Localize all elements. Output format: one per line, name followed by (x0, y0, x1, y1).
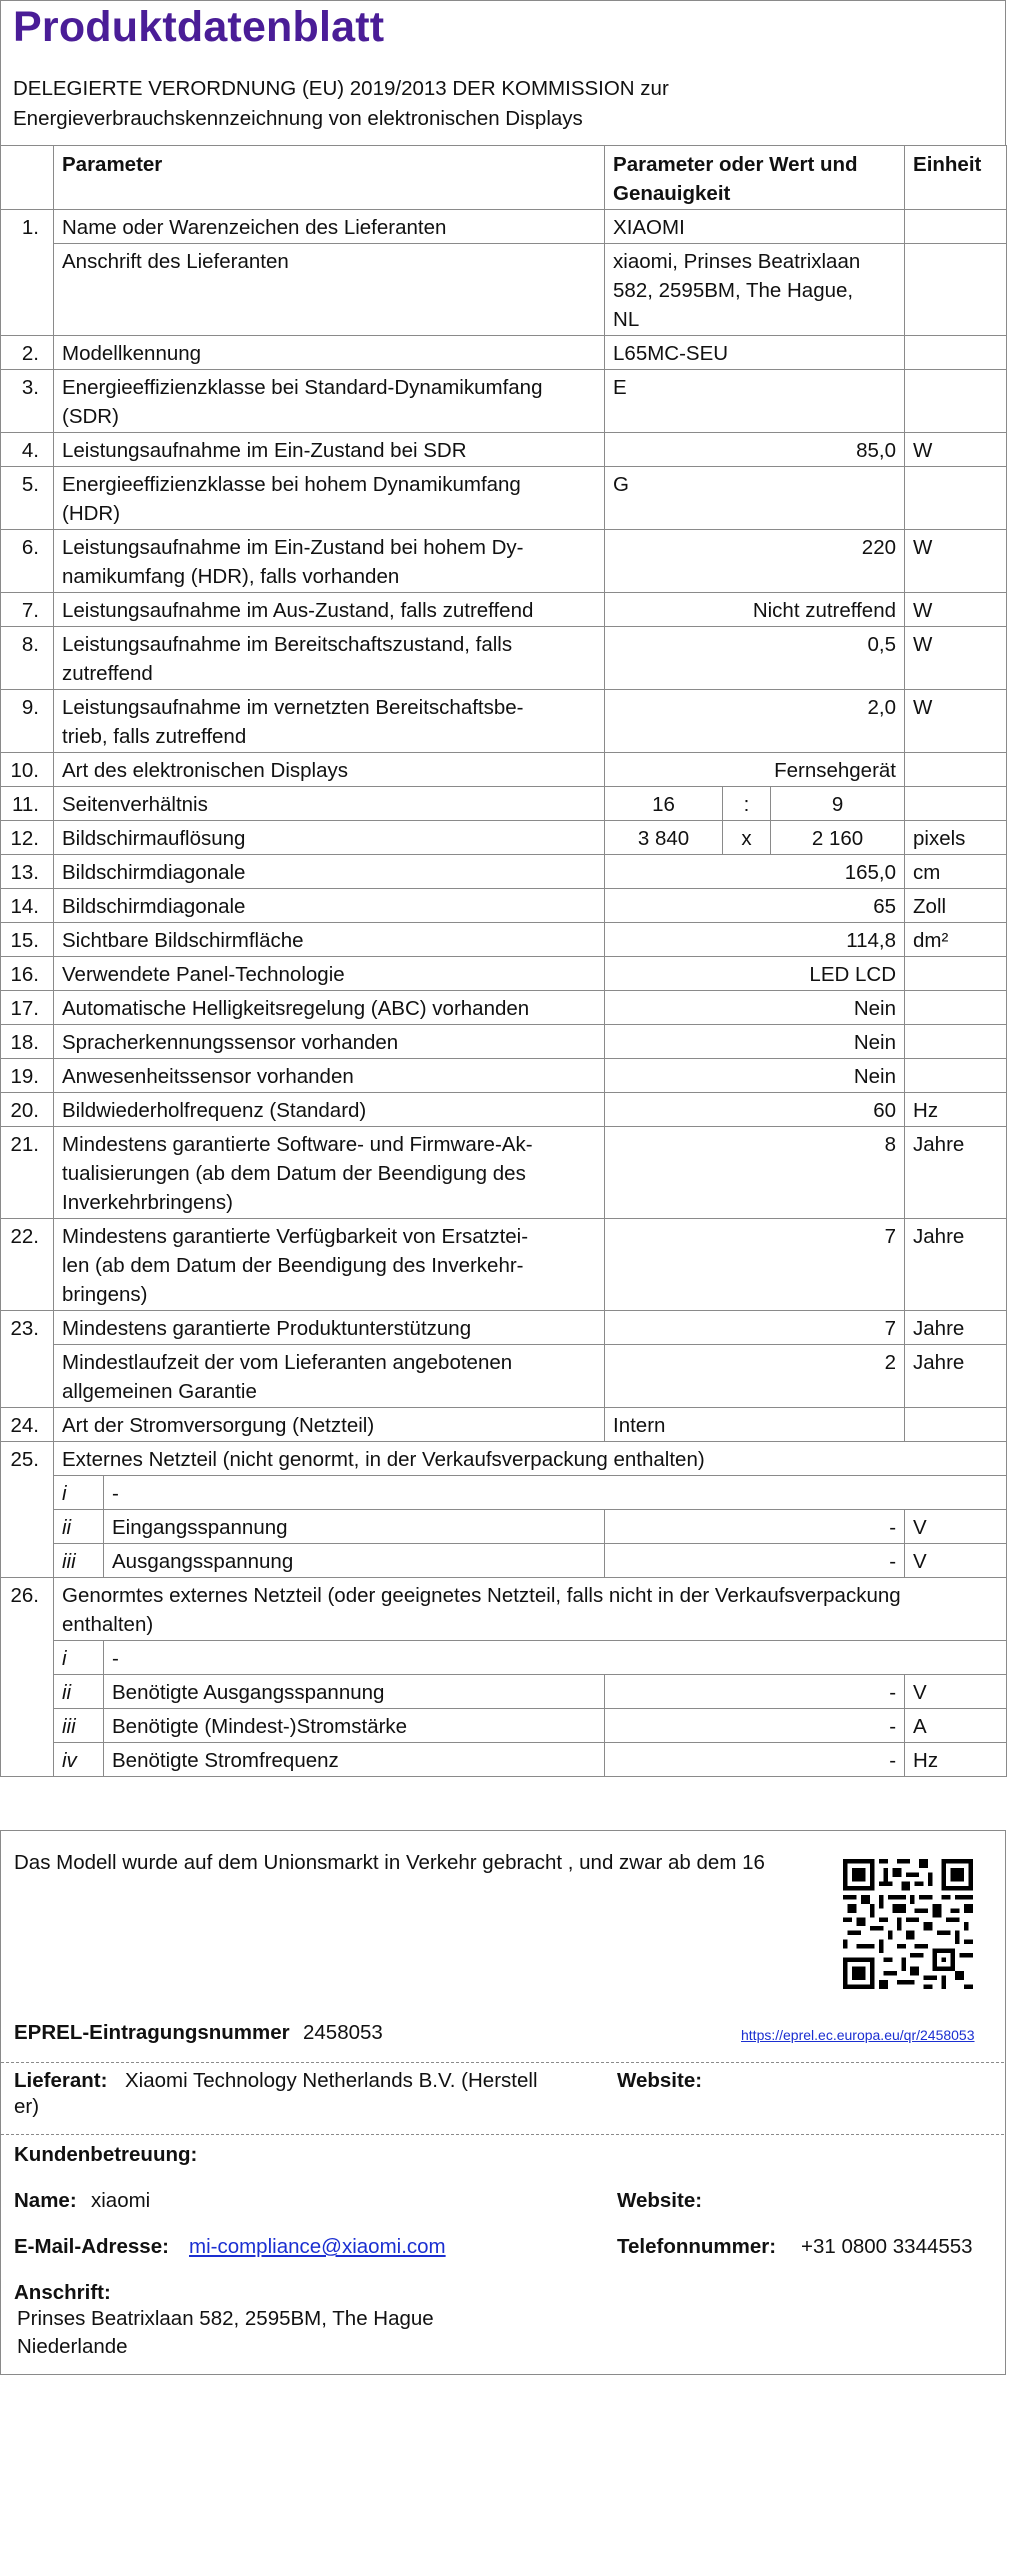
website-label: Website: (617, 2069, 703, 2092)
header-box (0, 0, 1006, 146)
table-header-row (1, 146, 1007, 210)
table-row: 8. Leistungsaufnahme im Bereitschaftszustand, falls zutreffend 0,5 W (1, 627, 1007, 690)
table-row: 13. Bildschirmdiagonale 165,0 cm (1, 855, 1007, 889)
table-row: 15. Sichtbare Bildschirmfläche 114,8 dm² (1, 923, 1007, 957)
table-row: 3. Energieeffizienzklasse bei Standard-Dynamikumfang (SDR) E (1, 370, 1007, 433)
table-row: 7. Leistungsaufnahme im Aus-Zustand, falls zutreffend Nicht zutreffend W (1, 593, 1007, 627)
eprel-label: EPREL-Eintragungsnummer (14, 2021, 290, 2044)
table-row: 4. Leistungsaufnahme im Ein-Zustand bei SDR 85,0 W (1, 433, 1007, 467)
email-label: E-Mail-Adresse: (14, 2235, 169, 2258)
supplier-value-line-1: Xiaomi Technology Netherlands B.V. (Herstell (125, 2069, 538, 2092)
supplier-value-line-2: er) (14, 2095, 40, 2118)
name-label: Name: (14, 2189, 77, 2212)
page-title: Produktdatenblatt (13, 3, 385, 51)
header-no (1, 146, 54, 210)
table-row: 12. Bildschirmauflösung 3 840 x 2 160 pixels (1, 821, 1007, 855)
address-label: Anschrift: (14, 2281, 111, 2304)
table-subrow: ii Benötigte Ausgangsspannung - V (1, 1675, 1007, 1709)
table-row: 1. Name oder Warenzeichen des Lieferanten XIAOMI (1, 210, 1007, 244)
header-unit: Einheit (905, 146, 1007, 210)
table-row: 2. Modellkennung L65MC-SEU (1, 336, 1007, 370)
table-row: 23. Mindestens garantierte Produktunterstützung 7 Jahre (1, 1311, 1007, 1345)
table-row: 21. Mindestens garantierte Software- und Firmware-Ak- tualisierungen (ab dem Datum der Beendigung des Inverkehrbringens) 8 Jahre (1, 1127, 1007, 1219)
eprel-number: 2458053 (303, 2021, 383, 2044)
supplier-info-box (0, 1830, 1006, 2375)
table-subrow: ii Eingangsspannung - V (1, 1510, 1007, 1544)
table-row: 20. Bildwiederholfrequenz (Standard) 60 Hz (1, 1093, 1007, 1127)
table-row: 10. Art des elektronischen Displays Fernsehgerät (1, 753, 1007, 787)
table-row: 26. Genormtes externes Netzteil (oder geeignetes Netzteil, falls nicht in der Verkaufsverpackung enthalten) (1, 1578, 1007, 1641)
phone-value: +31 0800 3344553 (801, 2235, 973, 2258)
table-row: 18. Spracherkennungssensor vorhanden Nein (1, 1025, 1007, 1059)
table-row: 19. Anwesenheitssensor vorhanden Nein (1, 1059, 1007, 1093)
table-row: 22. Mindestens garantierte Verfügbarkeit von Ersatztei- len (ab dem Datum der Beendigung des Inverkehr- bringens) 7 Jahre (1, 1219, 1007, 1311)
eprel-link[interactable]: https://eprel.ec.europa.eu/qr/2458053 (741, 2027, 975, 2043)
phone-label: Telefonnummer: (617, 2235, 777, 2258)
table-row: 16. Verwendete Panel-Technologie LED LCD (1, 957, 1007, 991)
support-label: Kundenbetreuung: (14, 2143, 198, 2166)
table-subrow: iv Benötigte Stromfrequenz - Hz (1, 1743, 1007, 1777)
table-row: 14. Bildschirmdiagonale 65 Zoll (1, 889, 1007, 923)
table-subrow: iii Ausgangsspannung - V (1, 1544, 1007, 1578)
table-subrow: iii Benötigte (Mindest-)Stromstärke - A (1, 1709, 1007, 1743)
table-row: 24. Art der Stromversorgung (Netzteil) Intern (1, 1408, 1007, 1442)
table-row: Anschrift des Lieferanten xiaomi, Prinses Beatrixlaan 582, 2595BM, The Hague, NL (1, 244, 1007, 336)
divider (1, 2062, 1004, 2063)
table-row: Mindestlaufzeit der vom Lieferanten angebotenen allgemeinen Garantie 2 Jahre (1, 1345, 1007, 1408)
address-line-1: Prinses Beatrixlaan 582, 2595BM, The Hague (17, 2307, 434, 2330)
table-row: 9. Leistungsaufnahme im vernetzten Bereitschaftsbe- trieb, falls zutreffend 2,0 W (1, 690, 1007, 753)
header-value: Parameter oder Wert und Genauigkeit (605, 146, 905, 210)
table-row: 5. Energieeffizienzklasse bei hohem Dynamikumfang (HDR) G (1, 467, 1007, 530)
table-row: 25. Externes Netzteil (nicht genormt, in der Verkaufsverpackung enthalten) (1, 1442, 1007, 1476)
supplier-label: Lieferant: (14, 2069, 108, 2092)
market-date-text: Das Modell wurde auf dem Unionsmarkt in Verkehr gebracht , und zwar ab dem 16 (14, 1851, 765, 1874)
header-parameter: Parameter (54, 146, 605, 210)
table-row: 11. Seitenverhältnis 16 : 9 (1, 787, 1007, 821)
parameter-table (0, 145, 1007, 1777)
regulation-line-1: DELEGIERTE VERORDNUNG (EU) 2019/2013 DER KOMMISSION zur (13, 77, 669, 100)
table-row: 6. Leistungsaufnahme im Ein-Zustand bei hohem Dy- namikumfang (HDR), falls vorhanden 220 W (1, 530, 1007, 593)
table-subrow: i - (1, 1476, 1007, 1510)
website2-label: Website: (617, 2189, 703, 2212)
table-subrow: i - (1, 1641, 1007, 1675)
qr-code-icon[interactable] (843, 1859, 973, 1989)
divider (1, 2134, 1004, 2135)
name-value: xiaomi (91, 2189, 151, 2212)
email-link[interactable]: mi-compliance@xiaomi.com (189, 2235, 446, 2258)
address-line-2: Niederlande (17, 2335, 128, 2358)
regulation-line-2: Energieverbrauchskennzeichnung von elektronischen Displays (13, 107, 583, 130)
table-row: 17. Automatische Helligkeitsregelung (ABC) vorhanden Nein (1, 991, 1007, 1025)
